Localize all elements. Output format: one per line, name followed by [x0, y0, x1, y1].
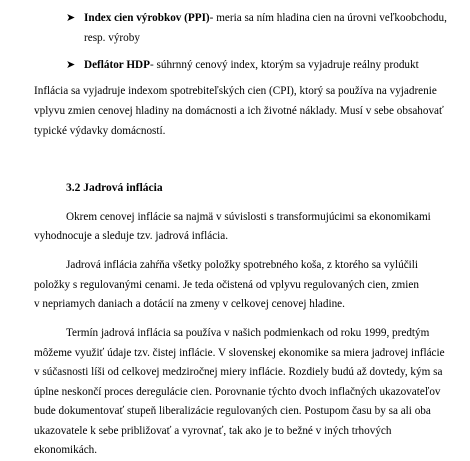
- paragraph-cpi-line-3: typické výdavky domácností.: [34, 125, 166, 137]
- paragraph-2-line-1: Jadrová inflácia zahŕňa všetky položky spotrebného koša, z ktorého sa vylúčili: [66, 259, 418, 271]
- bullet-hdp-term: Deflátor HDP: [84, 59, 150, 71]
- bullet-arrow-icon: ➤: [66, 59, 76, 71]
- paragraph-1-line-1: Okrem cenovej inflácie sa najmä v súvislosti s transformujúcimi sa ekonomikami: [66, 211, 431, 223]
- paragraph-3-line-4: úplne neskončí proces deregulácie cien. Porovnanie týchto dvoch inflačných ukazovateľov: [34, 386, 441, 398]
- bullet-ppi-text: - meria sa ním hladina cien na úrovni veľkoobchodu,: [209, 12, 447, 24]
- paragraph-3-line-3: v súčasnosti líši od celkovej medziročnej miery inflácie. Rozdiely budú až dovtedy, kým sa: [34, 366, 443, 378]
- paragraph-3-line-6: ukazovatele k sebe približovať a vyrovnať, tak ako je to bežné v iných trhových: [34, 425, 392, 437]
- paragraph-cpi-line-1: Inflácia sa vyjadruje indexom spotrebiteľských cien (CPI), ktorý sa používa na vyjadrenie: [34, 85, 437, 97]
- bullet-ppi-line-2: resp. výroby: [84, 32, 140, 44]
- bullet-ppi-term: Index cien výrobkov (PPI): [84, 12, 210, 24]
- bullet-ppi-line-1: [84, 11, 447, 25]
- paragraph-2-line-3: v nepriamych daniach a dotácií na zmeny v celkovej cenovej hladine.: [34, 298, 345, 310]
- bullet-arrow-icon: ➤: [66, 12, 76, 24]
- paragraph-3-line-2: môžeme využiť údaje tzv. čistej inflácie. V slovenskej ekonomike sa miera jadrovej inflácie: [34, 347, 445, 359]
- bullet-hdp-text: - súhrnný cenový index, ktorým sa vyjadruje reálny produkt: [149, 59, 419, 71]
- paragraph-3-line-1: Termín jadrová inflácia sa používa v našich podmienkach od roku 1999, predtým: [66, 327, 430, 339]
- paragraph-3-line-7: ekonomikách.: [34, 444, 98, 456]
- bullet-hdp-line-1: [84, 58, 419, 72]
- section-heading: 3.2 Jadrová inflácia: [66, 182, 163, 194]
- paragraph-1-line-2: vyhodnocuje a sleduje tzv. jadrová inflácia.: [34, 230, 229, 242]
- paragraph-2-line-2: položky s regulovanými cenami. Je teda očistená od vplyvu regulovaných cien, zmien: [34, 279, 419, 291]
- paragraph-3-line-5: bude dokumentovať stupeň liberalizácie regulovaných cien. Postupom času by sa ali oba: [34, 405, 431, 417]
- paragraph-cpi-line-2: vplyvu zmien cenovej hladiny na domácnosti a ich životné náklady. Musí v sebe obsahovať: [34, 105, 444, 117]
